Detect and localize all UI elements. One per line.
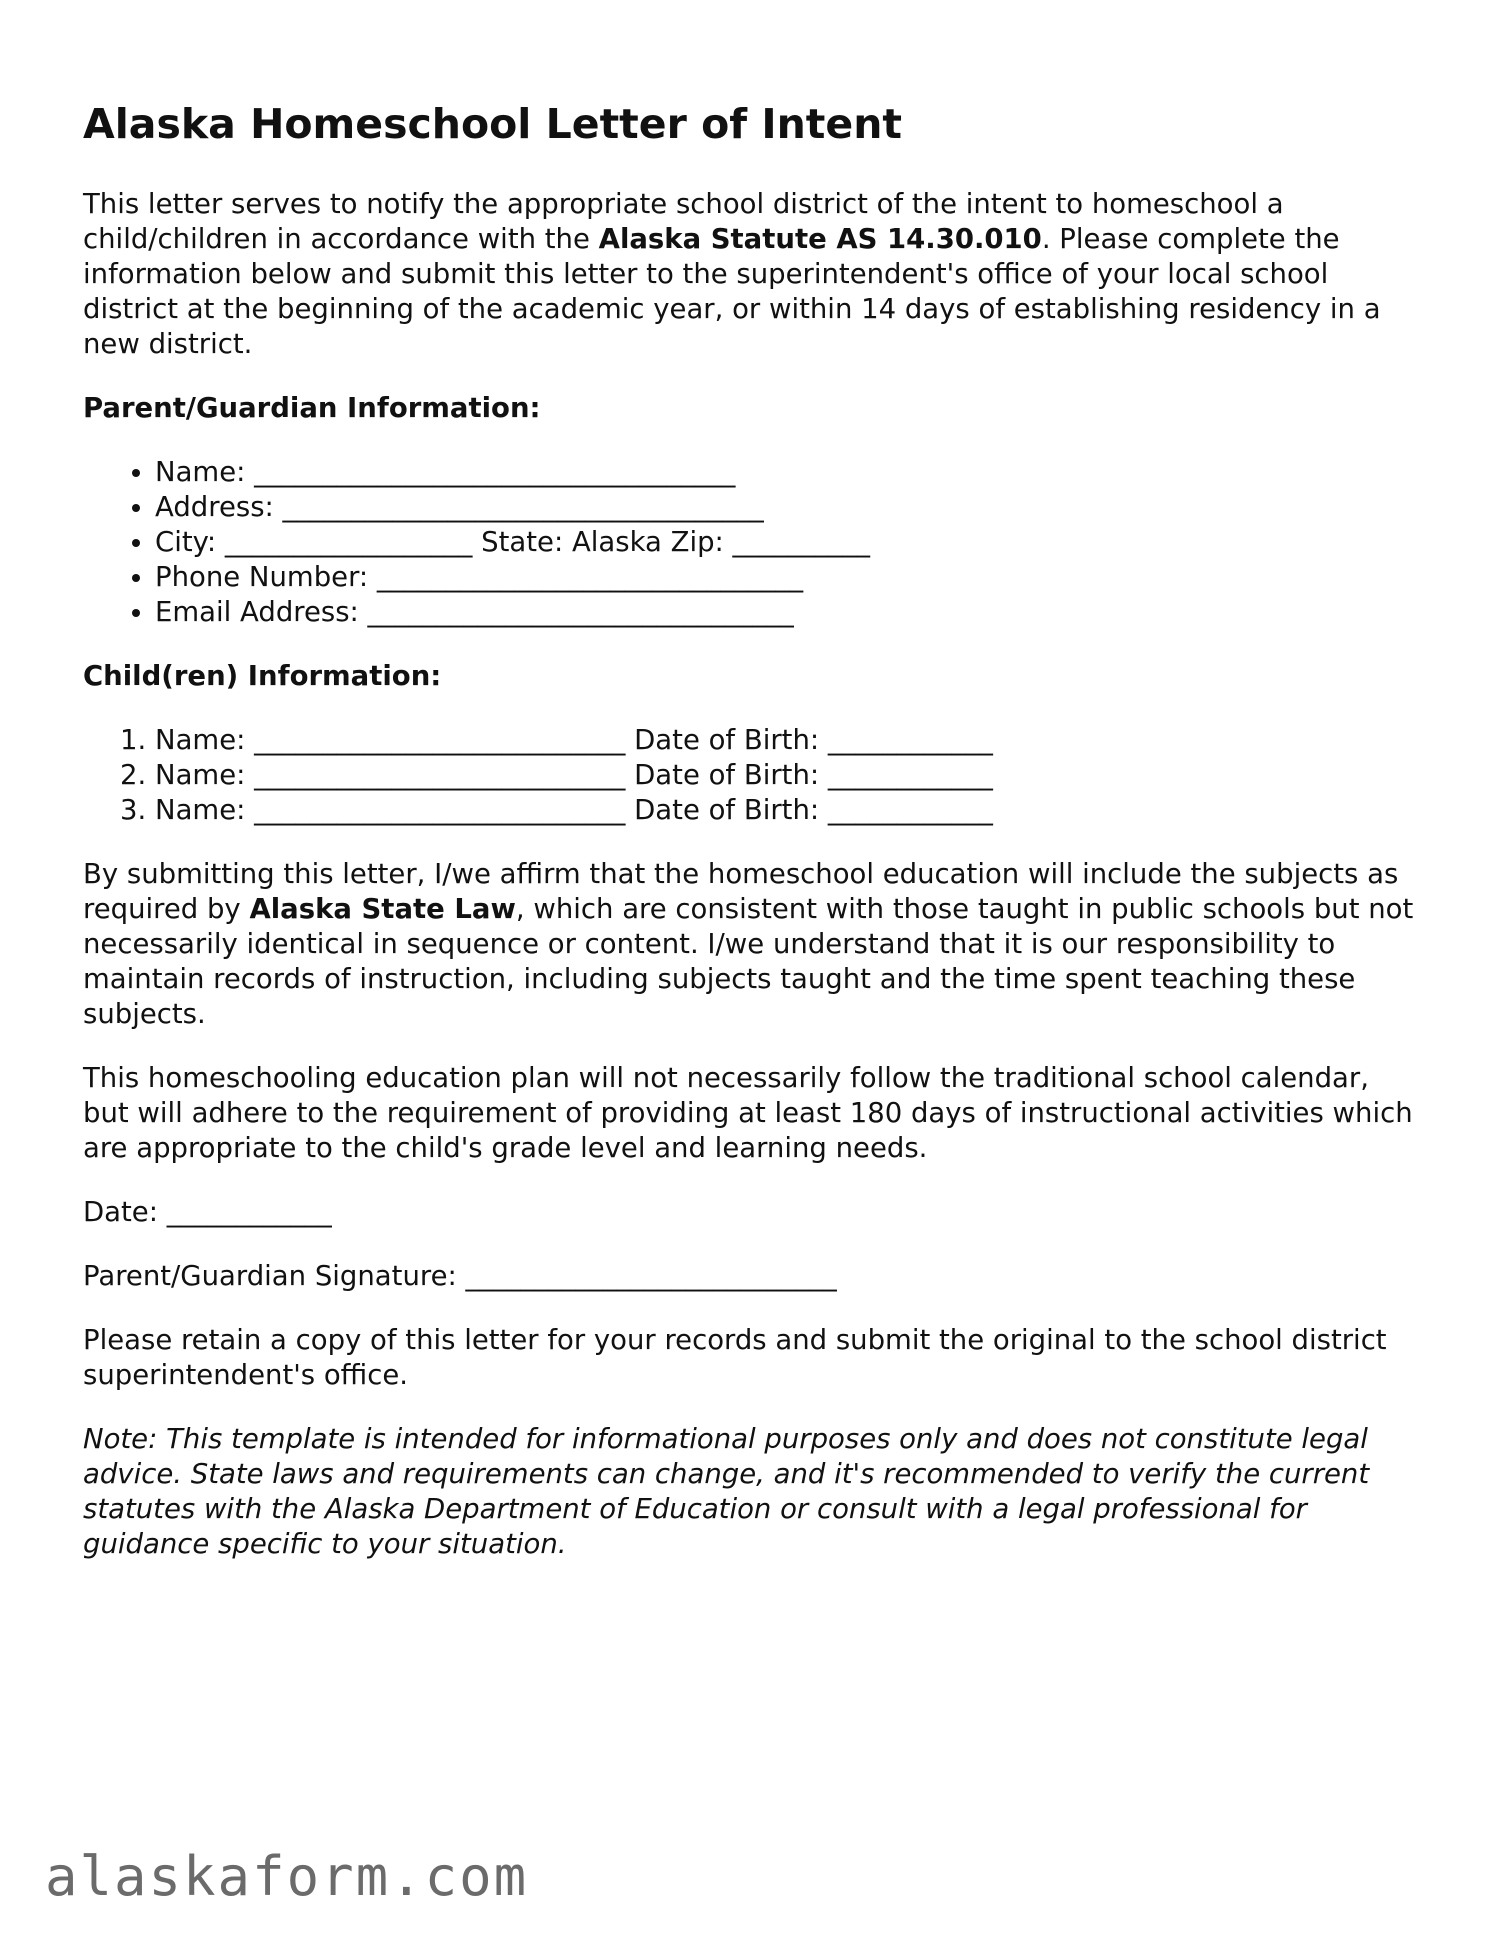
child-1-field: 1. Name: ___________________________ Date of Birth: ____________ — [155, 723, 1423, 758]
watermark-logo: alaskaform.com — [45, 1845, 529, 1908]
parent-address-field: • Address: ___________________________________ — [155, 490, 1423, 525]
intro-text-1: This letter serves to notify the appropriate school district of the intent to homeschool a child/children in accordance with the — [83, 188, 1284, 256]
statute-reference: Alaska Statute AS 14.30.010 — [598, 223, 1042, 256]
parent-city-state-zip-field: • City: __________________ State: Alaska Zip: __________ — [155, 525, 1423, 560]
parent-phone-field: • Phone Number: _______________________________ — [155, 560, 1423, 595]
child-2-field: 2. Name: ___________________________ Date of Birth: ____________ — [155, 758, 1423, 793]
affirm-text-2: , which are consistent with those taught in public schools but not necessarily identical in sequence or content. I/we understand that it is our responsibility to maintain records of instruction, including subjects taught and the time spent teaching these subjects. — [83, 893, 1414, 1031]
plan-paragraph: This homeschooling education plan will not necessarily follow the traditional school calendar, but will adhere to the requirement of providing at least 180 days of instructional activities which are appropriate to the child's grade level and learning needs. — [83, 1062, 1413, 1165]
intro-text-2: . Please complete the information below and submit this letter to the superintendent's office of your local school district at the beginning of the academic year, or within 14 days of establishing residency in a new district. — [83, 223, 1381, 361]
signature-line: Parent/Guardian Signature: ___________________________ — [83, 1260, 837, 1293]
intro-paragraph — [83, 187, 1423, 362]
affirm-text-1: By submitting this letter, I/we affirm that the homeschool education will include the subjects as required by — [83, 858, 1399, 926]
date-line: Date: ____________ — [83, 1196, 332, 1229]
child-3-field: 3. Name: ___________________________ Date of Birth: ____________ — [155, 793, 1423, 828]
parent-name-field: • Name: ___________________________________ — [155, 455, 1423, 490]
parent-section-heading: Parent/Guardian Information: — [83, 392, 541, 425]
children-fields-list — [83, 723, 1423, 828]
retain-paragraph: Please retain a copy of this letter for your records and submit the original to the school district superintendent's office. — [83, 1324, 1387, 1392]
affirm-paragraph — [83, 857, 1423, 1032]
letter-page — [83, 100, 1423, 1591]
parent-fields-list — [83, 455, 1423, 630]
parent-email-field: • Email Address: _______________________________ — [155, 595, 1423, 630]
page-title: Alaska Homeschool Letter of Intent — [83, 100, 902, 148]
disclaimer-note: Note: This template is intended for informational purposes only and does not constitute legal advice. State laws and requirements can change, and it's recommended to verify the current statutes with the Alaska Department of Education or consult with a legal professional for guidance specific to your situation. — [83, 1423, 1370, 1561]
children-section-heading: Child(ren) Information: — [83, 660, 442, 693]
state-law-reference: Alaska State Law — [249, 893, 516, 926]
